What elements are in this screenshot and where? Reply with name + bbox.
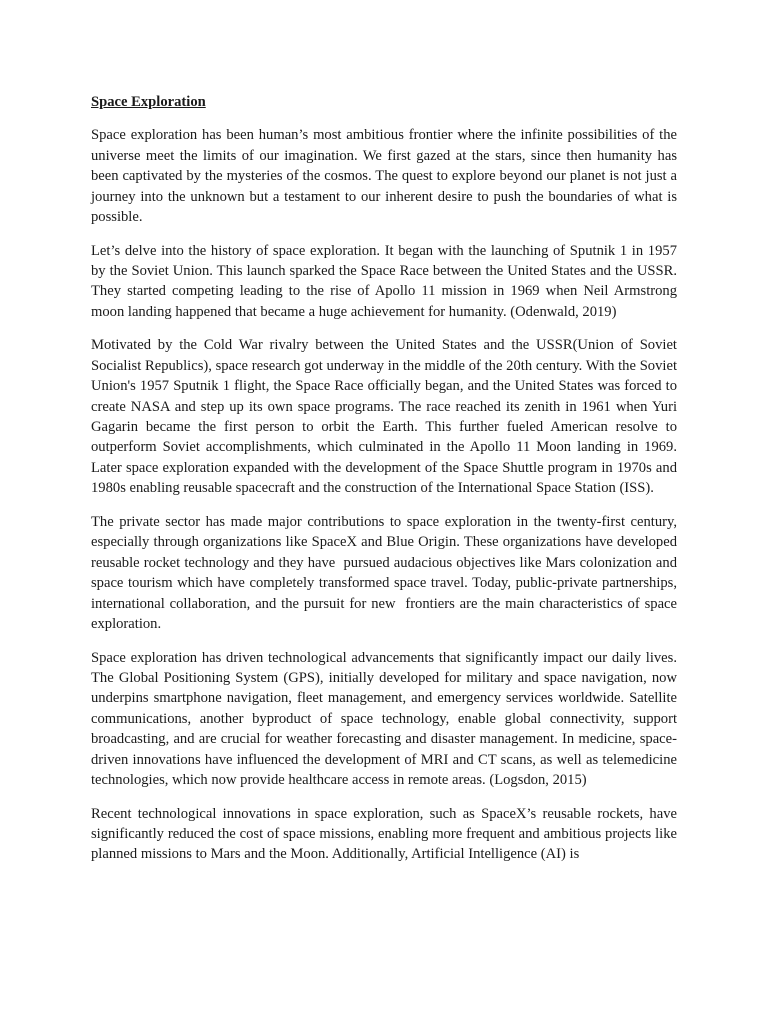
- paragraph-intro: Space exploration has been human’s most ambitious frontier where the infinite possibilities of the universe meet the limits of our imagination. We first gazed at the stars, since then humanity has been captivated by the mysteries of the cosmos. The quest to explore beyond our planet is not just a journey into the unknown but a testament to our inherent desire to push the boundaries of what is possible.: [91, 127, 681, 226]
- paragraph-cold-war: Motivated by the Cold War rivalry between the United States and the USSR(Union of Soviet Socialist Republics), space research got underway in the middle of the 20th century. With the Soviet Union's 1957 Sputnik 1 flight, the Space Race officially began, and the United States was forced to create NASA and step up its own space programs. The race reached its zenith in 1961 when Yuri Gagarin became the first person to orbit the Earth. This further fueled American resolve to outperform Soviet accomplishments, which culminated in the Apollo 11 Moon landing in 1969. Later space exploration expanded with the development of the Space Shuttle program in 1970s and 1980s enabling reusable spacecraft and the construction of the International Space Station (ISS).: [91, 337, 681, 497]
- document-title: Space Exploration: [91, 94, 206, 110]
- paragraph-recent-innovations: Recent technological innovations in space exploration, such as SpaceX’s reusable rockets, have significantly reduced the cost of space missions, enabling more frequent and ambitious projects like planned missions to Mars and the Moon. Additionally, Artificial Intelligence (AI) is: [91, 805, 681, 863]
- document-body: [91, 92, 685, 878]
- paragraph-private-sector: The private sector has made major contributions to space exploration in the twenty-first century, especially through organizations like SpaceX and Blue Origin. These organizations have developed reusable rocket technology and they have pursued audacious objectives like Mars colonization and space tourism which have completely transformed space travel. Today, public-private partnerships, international collaboration, and the pursuit for new frontiers are the main characteristics of space exploration.: [91, 513, 685, 632]
- paragraph-history: Let’s delve into the history of space exploration. It began with the launching of Sputnik 1 in 1957 by the Soviet Union. This launch sparked the Space Race between the United States and the USSR. They started competing leading to the rise of Apollo 11 mission in 1969 when Neil Armstrong moon landing happened that became a huge achievement for humanity. (Odenwald, 2019): [91, 242, 681, 320]
- paragraph-technology-impact: Space exploration has driven technological advancements that significantly impact our daily lives. The Global Positioning System (GPS), initially developed for military and space navigation, now underpins smartphone navigation, fleet management, and emergency services worldwide. Satellite communications, another byproduct of space technology, enable global connectivity, support broadcasting, and are crucial for weather forecasting and disaster management. In medicine, space-driven innovations have influenced the development of MRI and CT scans, as well as telemedicine technologies, which now provide healthcare access in remote areas. (Logsdon, 2015): [91, 649, 681, 788]
